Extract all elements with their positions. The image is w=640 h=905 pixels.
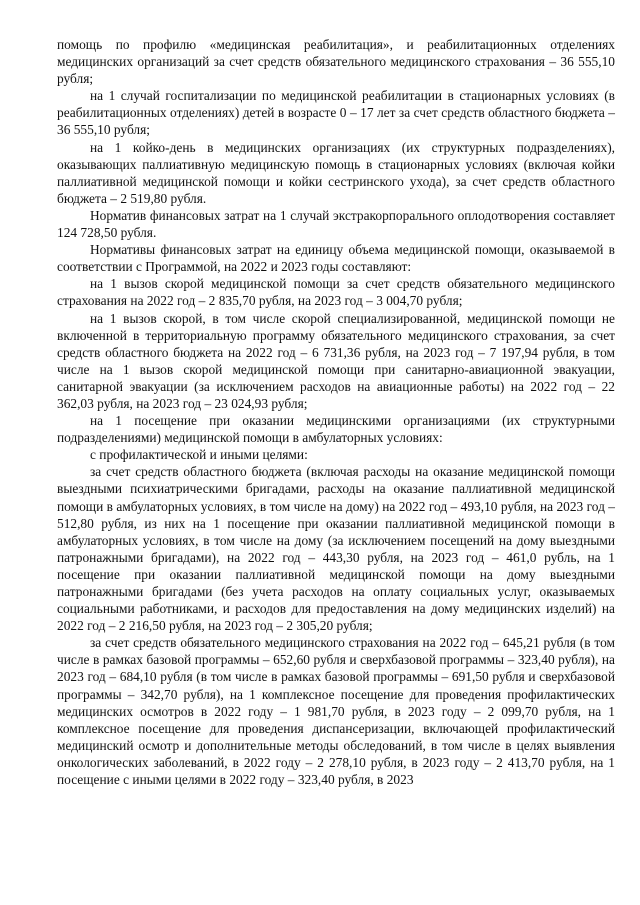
paragraph-outpatient-visit: на 1 посещение при оказании медицинскими организациями (их структурными подразделениями) медицинской помощи в амбулаторных условиях:: [57, 413, 615, 446]
paragraph-preventive-heading: с профилактической и иными целями:: [90, 447, 308, 463]
paragraph-oms-visits: за счет средств обязательного медицинского страхования на 2022 год – 645,21 рубля (в том числе в рамках базовой программы – 652,60 рубля и сверхбазовой программы – 323,40 рубля), на 2023 год – 684,10 рубля (в том числе в рамках базовой программы – 691,50 рубля и сверхбазовой программы – 342,70 рубля), на 1 комплексное посещение для проведения профилактических медицинских осмотров в 2022 году – 1 981,70 рубля, в 2023 году – 2 099,70 рубля, на 1 комплексное посещение для проведения диспансеризации, включающей профилактический медицинский осмотр и дополнительные методы обследований, в том числе в целях выявления онкологических заболеваний, в 2022 году – 2 278,10 рубля, в 2023 году – 2 413,70 рубля, на 1 посещение с иными целями в 2022 году – 323,40 рубля, в 2023: [57, 635, 615, 788]
paragraph-rehab-children: на 1 случай госпитализации по медицинской реабилитации в стационарных условиях (в реабилитационных отделениях) детей в возрасте 0 – 17 лет за счет средств областного бюджета – 36 555,10 рубля;: [57, 88, 615, 138]
paragraph-regional-budget-visits: за счет средств областного бюджета (включая расходы на оказание медицинской помощи выездными психиатрическими бригадами, расходы на оказание паллиативной медицинской помощи в амбулаторных условиях, в том числе на дому) на 2022 год – 493,10 рубля, на 2023 год – 512,80 рубля, из них на 1 посещение при оказании паллиативной медицинской помощи в амбулаторных условиях, в том числе на дому (за исключением посещений на дому выездными патронажными бригадами), на 2022 год – 443,30 рубля, на 2023 год – 461,0 рубль, на 1 посещение при оказании паллиативной медицинской помощи на дому выездными патронажными бригадами (без учета расходов на оплату социальных услуг, оказываемых социальными работниками, и расходов для предоставления на дому медицинских изделий) на 2022 год – 2 216,50 рубля, на 2023 год – 2 305,20 рубля;: [57, 464, 615, 634]
paragraph-palliative-bed-day: на 1 койко-день в медицинских организациях (их структурных подразделениях), оказывающих паллиативную медицинскую помощь в стационарных условиях (включая койки паллиативной медицинской помощи и койки сестринского ухода), за счет средств областного бюджета – 2 519,80 рубля.: [57, 139, 615, 206]
paragraph-ambulance-oms: на 1 вызов скорой медицинской помощи за счет средств обязательного медицинского страхования на 2022 год – 2 835,70 рубля, на 2023 год – 3 004,70 рубля;: [57, 276, 615, 309]
document-page: [57, 36, 615, 788]
paragraph-ivf-norm: Норматив финансовых затрат на 1 случай экстракорпорального оплодотворения составляет 124 728,50 рубля.: [57, 207, 615, 241]
paragraph-rehab-departments: помощь по профилю «медицинская реабилитация», и реабилитационных отделениях медицинских организаций за счет средств обязательного медицинского страхования – 36 555,10 рубля;: [57, 37, 615, 87]
paragraph-ambulance-regional: на 1 вызов скорой, в том числе скорой специализированной, медицинской помощи не включенной в территориальную программу обязательного медицинского страхования, за счет средств областного бюджета на 2022 год – 6 731,36 рубля, на 2023 год – 7 197,94 рубля, в том числе на 1 вызов скорой медицинской помощи при санитарно-авиационной эвакуации, санитарной эвакуации (за исключением расходов на авиационные работы) на 2022 год – 22 362,03 рубля, на 2023 год – 23 024,93 рубля;: [57, 310, 615, 411]
paragraph-norms-intro: Нормативы финансовых затрат на единицу объема медицинской помощи, оказываемой в соответствии с Программой, на 2022 и 2023 годы составляют:: [57, 242, 615, 275]
